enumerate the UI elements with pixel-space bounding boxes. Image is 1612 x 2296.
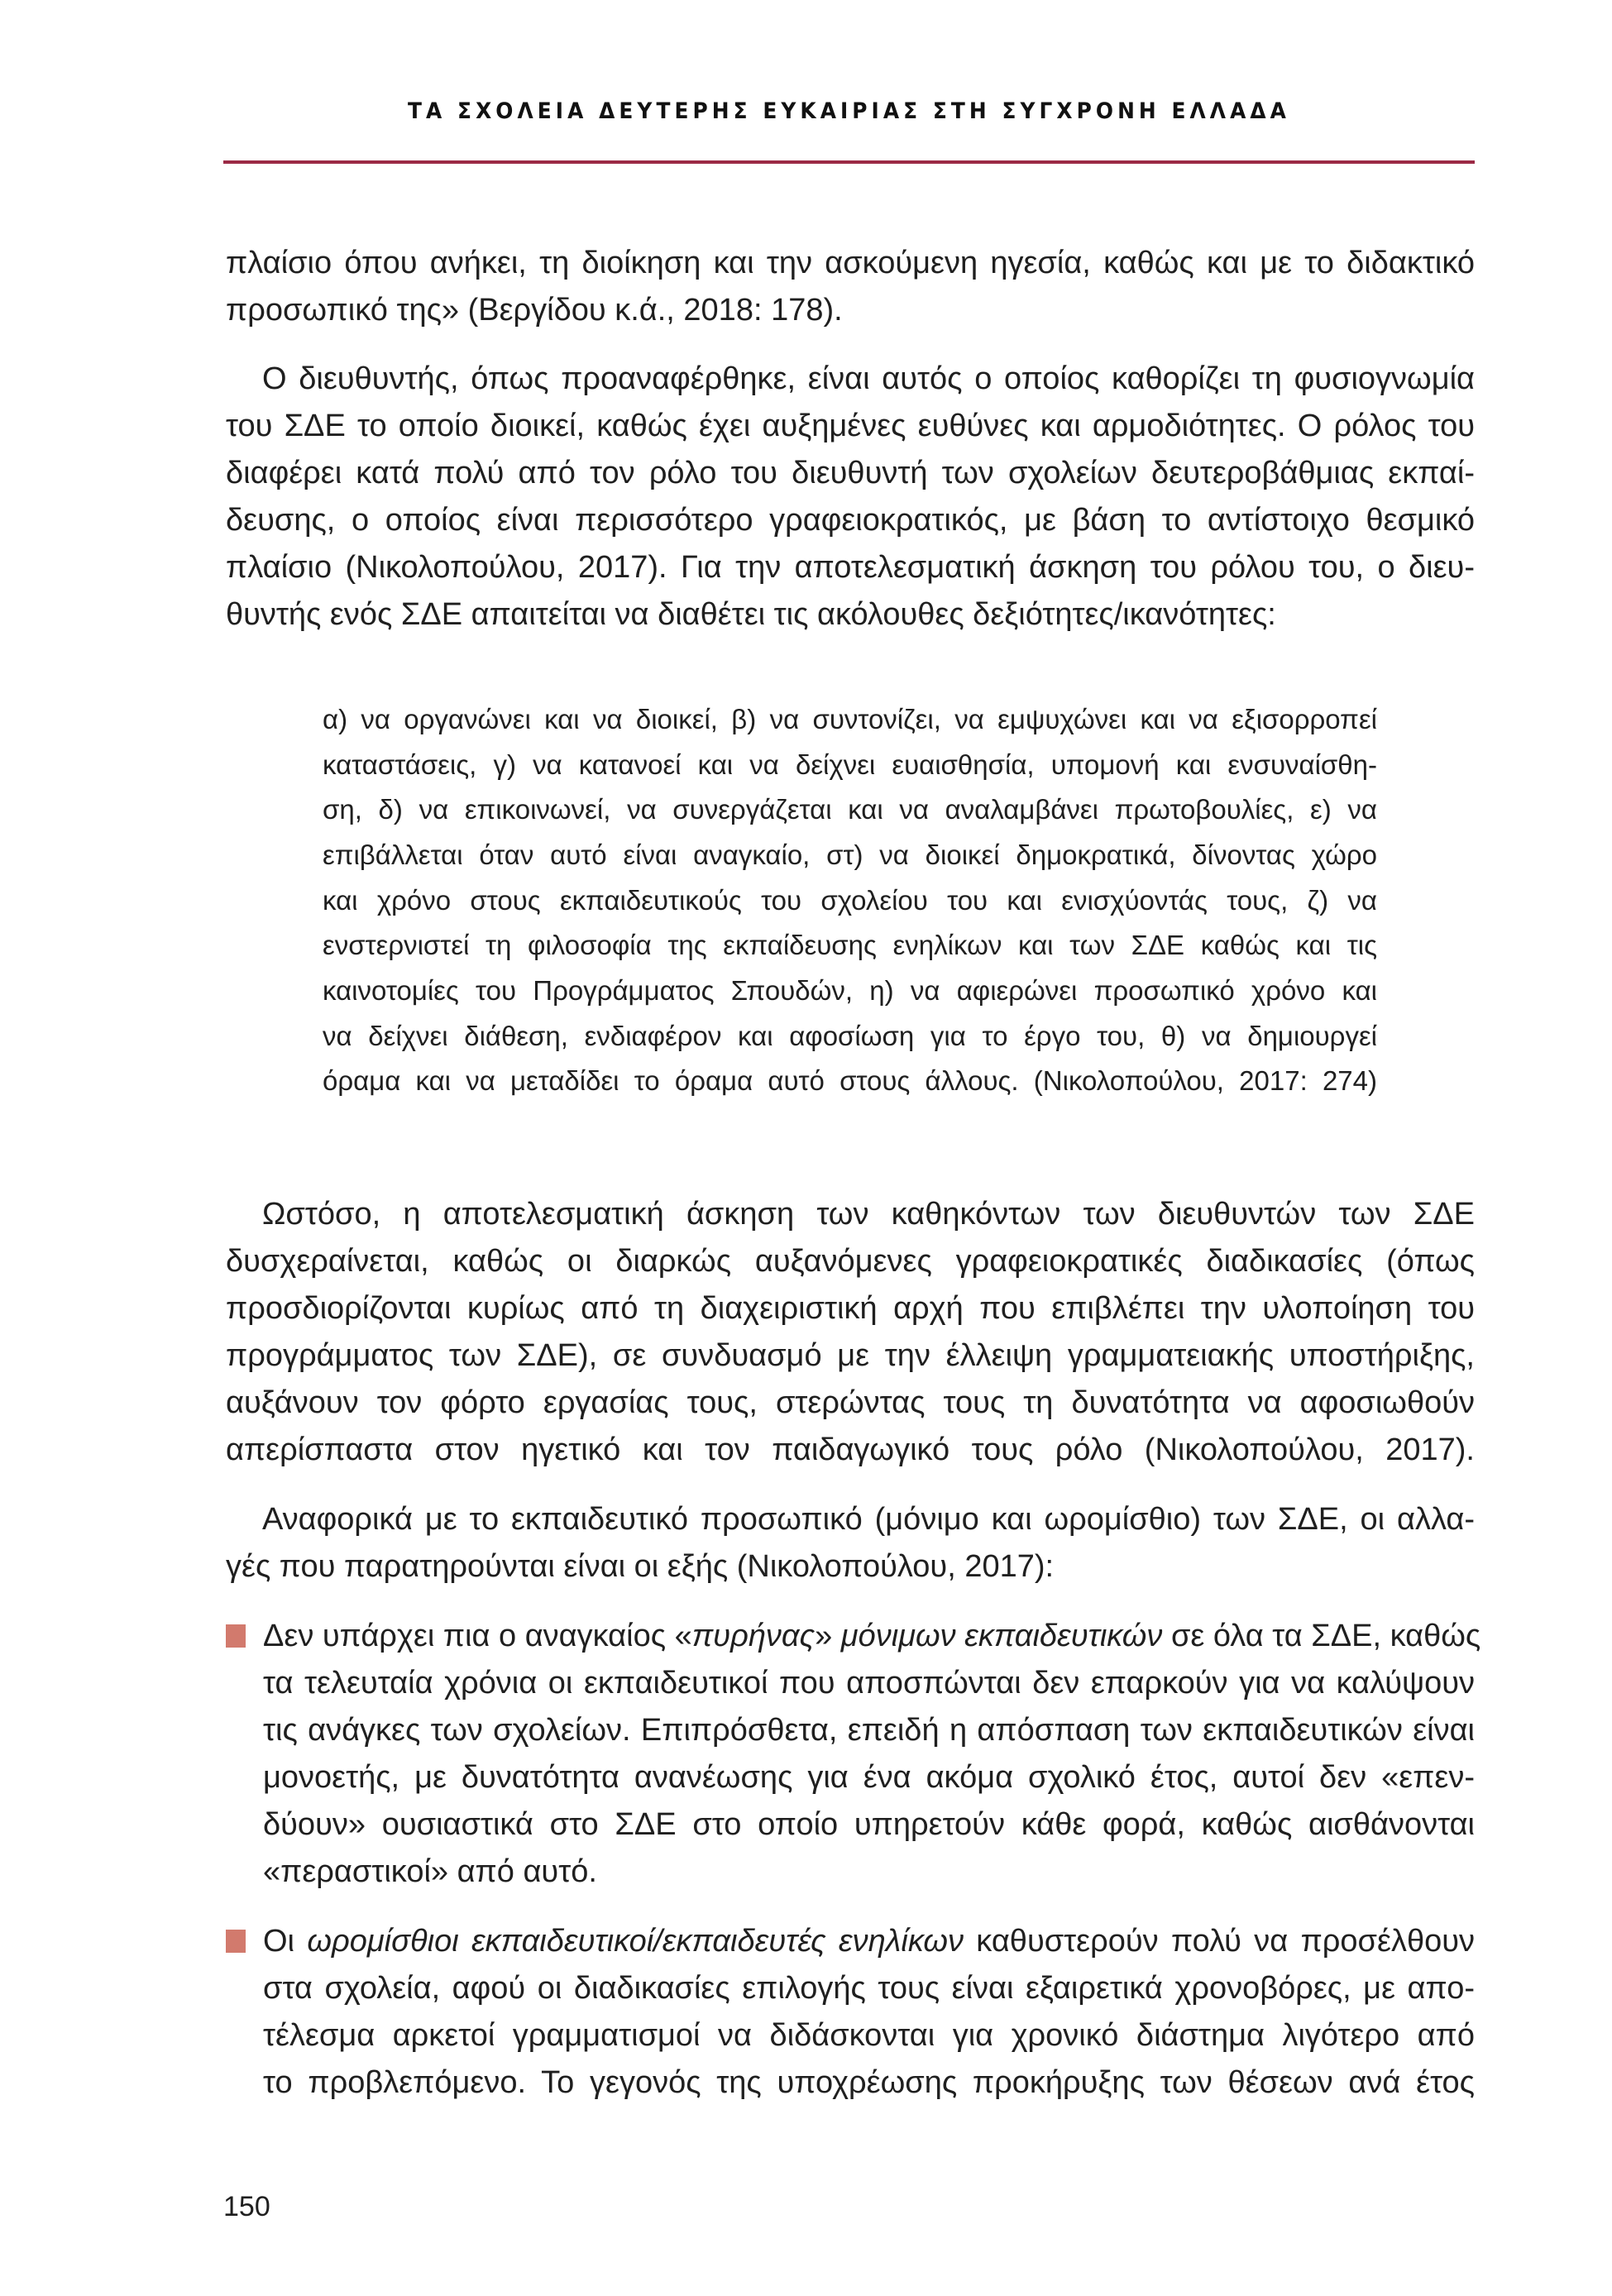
quote-line: όραμα και να μεταδίδει το όραμα αυτό στους άλλους. (Νικολοπούλου, 2017: 274)	[323, 1065, 1377, 1096]
text-line: τέλεσμα αρκετοί γραμματισμοί να διδάσκονται για χρονικό διάστημα λιγότερο από	[263, 2018, 1475, 2053]
text-line: προσωπικό της» (Βεργίδου κ.ά., 2018: 178).	[226, 293, 843, 328]
text-line: Αναφορικά με το εκπαιδευτικό προσωπικό (μόνιμο και ωρομίσθιο) των ΣΔΕ, οι αλλα-	[262, 1502, 1475, 1537]
text-line	[263, 1615, 1481, 1657]
text-line: Ο διευθυντής, όπως προαναφέρθηκε, είναι αυτός ο οποίος καθορίζει τη φυσιογνωμία	[262, 361, 1475, 396]
quote-line: επιβάλλεται όταν αυτό είναι αναγκαίο, στ) να διοικεί δημοκρατικά, δίνοντας χώρο	[323, 839, 1377, 870]
text-line: δευσης, ο οποίος είναι περισσότερο γραφειοκρατικός, με βάση το αντίστοιχο θεσμικό	[226, 503, 1475, 538]
quote-line: α) να οργανώνει και να διοικεί, β) να συντονίζει, να εμψυχώνει και να εξισορροπεί	[323, 704, 1377, 734]
text-run: σε όλα τα ΣΔΕ, καθώς	[1162, 1619, 1481, 1653]
text-line: δυσχεραίνεται, καθώς οι διαρκώς αυξανόμενες γραφειοκρατικές διαδικασίες (όπως	[226, 1244, 1475, 1279]
quote-line: ενστερνιστεί τη φιλοσοφία της εκπαίδευσης ενηλίκων και των ΣΔΕ καθώς και τις	[323, 930, 1377, 960]
quote-line: καινοτομίες του Προγράμματος Σπουδών, η) να αφιερώνει προσωπικό χρόνο και	[323, 975, 1377, 1006]
text-line: προγράμματος των ΣΔΕ), σε συνδυασμό με την έλλειψη γραμματειακής υποστήριξης,	[226, 1338, 1475, 1373]
text-line: Ωστόσο, η αποτελεσματική άσκηση των καθηκόντων των διευθυντών των ΣΔΕ	[262, 1197, 1475, 1232]
text-line: του ΣΔΕ το οποίο διοικεί, καθώς έχει αυξημένες ευθύνες και αρμοδιότητες. Ο ρόλος του	[226, 409, 1475, 443]
emphasis-text: πυρήνας	[691, 1619, 816, 1653]
text-line: τα τελευταία χρόνια οι εκπαιδευτικοί που αποσπώνται δεν επαρκούν για να καλύψουν	[263, 1666, 1475, 1700]
quote-line: να δείχνει διάθεση, ενδιαφέρον και αφοσίωση για το έργο του, θ) να δημιουργεί	[323, 1021, 1377, 1051]
quote-line: και χρόνο στους εκπαιδευτικούς του σχολείου του και ενισχύοντάς τους, ζ) να	[323, 885, 1377, 916]
text-line: «περαστικοί» από αυτό.	[263, 1854, 597, 1889]
text-line: θυντής ενός ΣΔΕ απαιτείται να διαθέτει τις ακόλουθες δεξιότητες/ικανότητες:	[226, 597, 1276, 632]
text-line: στα σχολεία, αφού οι διαδικασίες επιλογής τους είναι εξαιρετικά χρονοβόρες, με απο-	[263, 1971, 1475, 2006]
text-line: πλαίσιο όπου ανήκει, τη διοίκηση και την ασκούμενη ηγεσία, καθώς και με το διδακτικό	[226, 246, 1475, 280]
text-line: δύουν» ουσιαστικά στο ΣΔΕ στο οποίο υπηρετούν κάθε φορά, καθώς αισθάνονται	[263, 1807, 1475, 1842]
text-line: μονοετής, με δυνατότητα ανανέωσης για ένα ακόμα σχολικό έτος, αυτοί δεν «επεν-	[263, 1760, 1475, 1795]
text-line: προσδιορίζονται κυρίως από τη διαχειριστική αρχή που επιβλέπει την υλοποίηση του	[226, 1291, 1475, 1326]
text-run: Οι	[263, 1924, 308, 1959]
quote-line: καταστάσεις, γ) να κατανοεί και να δείχνει ευαισθησία, υπομονή και ενσυναίσθη-	[323, 749, 1377, 780]
page-number: 150	[223, 2191, 270, 2222]
text-line: απερίσπαστα στον ηγετικό και τον παιδαγωγικό τους ρόλο (Νικολοπούλου, 2017).	[226, 1433, 1475, 1467]
square-bullet-icon	[226, 1624, 246, 1648]
quote-line: ση, δ) να επικοινωνεί, να συνεργάζεται και να αναλαμβάνει πρωτοβουλίες, ε) να	[323, 794, 1377, 825]
text-run: Δεν υπάρχει πια ο αναγκαίος «	[263, 1619, 692, 1653]
text-line: πλαίσιο (Νικολοπούλου, 2017). Για την αποτελεσματική άσκηση του ρόλου του, ο διευ-	[226, 550, 1475, 585]
emphasis-text: μόνιμων εκπαιδευτικών	[840, 1619, 1163, 1653]
text-run: »	[815, 1619, 841, 1653]
text-line: διαφέρει κατά πολύ από τον ρόλο του διευθυντή των σχολείων δευτεροβάθμιας εκπαί-	[226, 456, 1475, 490]
header-rule-divider	[223, 160, 1475, 164]
text-line: το προβλεπόμενο. Το γεγονός της υποχρέωσης προκήρυξης των θέσεων ανά έτος	[263, 2065, 1475, 2100]
square-bullet-icon	[226, 1930, 246, 1953]
text-line: αυξάνουν τον φόρτο εργασίας τους, στερώντας τους τη δυνατότητα να αφοσιωθούν	[226, 1385, 1475, 1420]
emphasis-text: ωρομίσθιοι εκπαιδευτικοί/εκπαιδευτές ενηλίκων	[307, 1924, 964, 1959]
text-line: γές που παρατηρούνται είναι οι εξής (Νικολοπούλου, 2017):	[226, 1549, 1055, 1584]
text-run: καθυστερούν πολύ να προσέλθουν	[963, 1924, 1475, 1959]
text-line: τις ανάγκες των σχολείων. Επιπρόσθετα, επειδή η απόσπαση των εκπαιδευτικών είναι	[263, 1713, 1475, 1748]
text-line	[263, 1921, 1475, 1962]
running-head-title: ΤΑ ΣΧΟΛΕΙΑ ΔΕΥΤΕΡΗΣ ΕΥΚΑΙΡΙΑΣ ΣΤΗ ΣΥΓΧΡΟΝΗ ΕΛΛΑΔΑ	[408, 98, 1290, 124]
